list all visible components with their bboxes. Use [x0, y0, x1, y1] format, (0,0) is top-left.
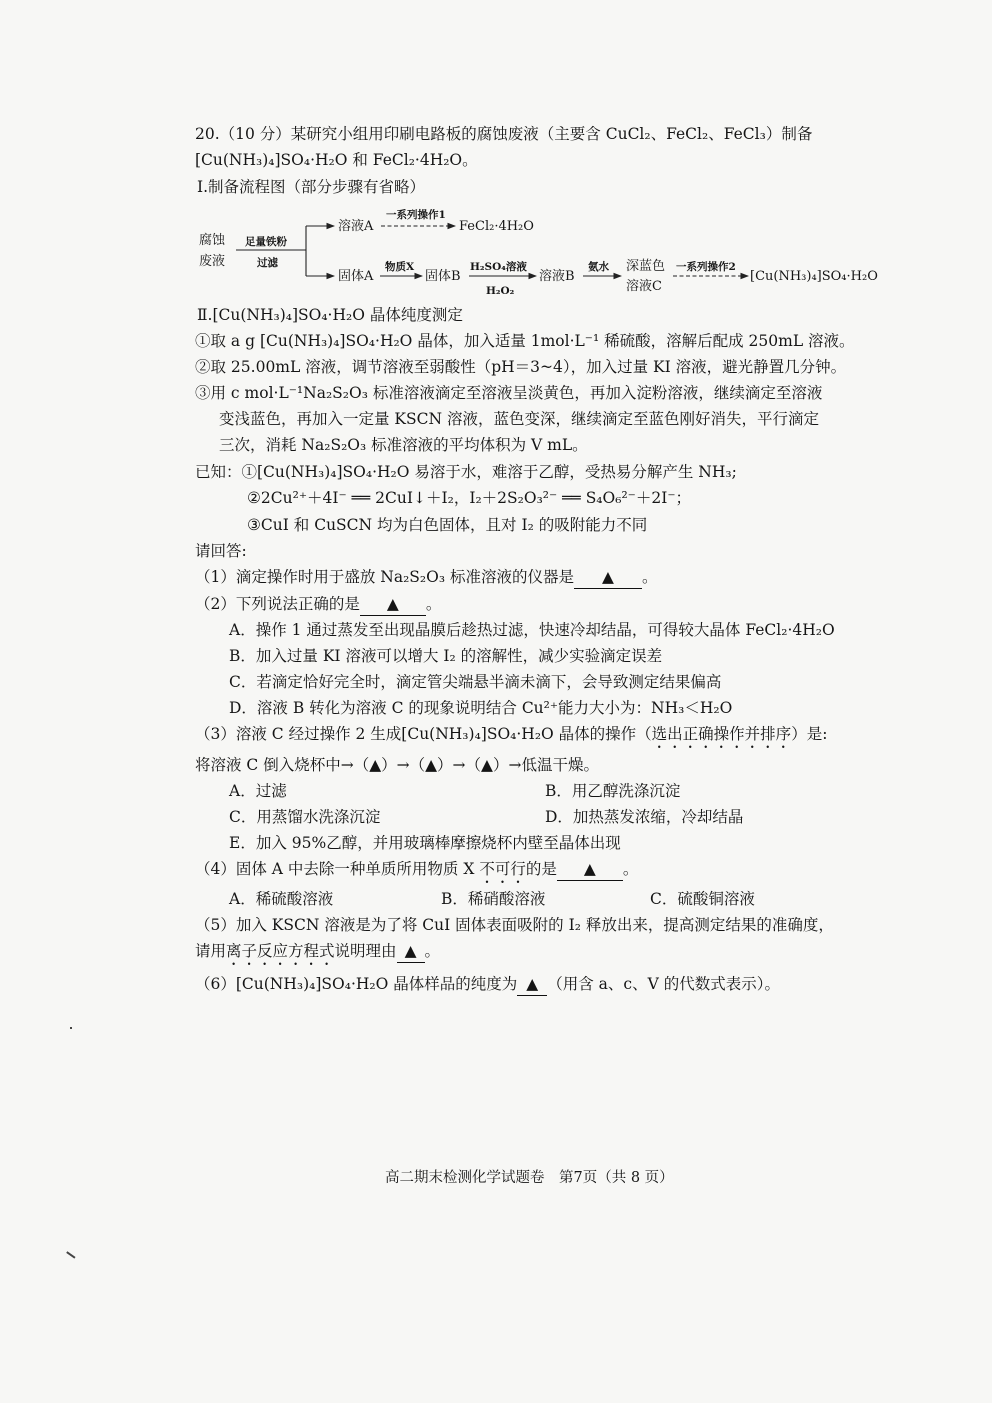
question-5: （5）加入 KSCN 溶液是为了将 CuI 固体表面吸附的 I₂ 释放出来，提高测定结果的准确度， [195, 916, 834, 934]
question-4-mid: 的是 [525, 860, 557, 878]
q3-option-a: A．过滤 [229, 782, 287, 800]
flow-acid-reagent: H₂SO₄溶液 [470, 261, 527, 273]
q3-option-b: B．用乙醇洗涤沉淀 [545, 782, 681, 800]
q2-option-c: C．若滴定恰好完全时，滴定管尖端悬半滴未滴下，会导致测定结果偏高 [229, 673, 722, 691]
part2-step2: ②取 25.00mL 溶液，调节溶液至弱酸性（pH＝3~4），加入过量 KI 溶液，避光静置几分钟。 [195, 358, 847, 376]
question-5-mid: 说明理由 [334, 942, 397, 960]
answer-blank-4[interactable]: ▲ [557, 858, 623, 881]
question-1-end: 。 [642, 568, 658, 586]
question-2 [195, 593, 441, 616]
flow-source-line1: 腐蚀 [199, 233, 226, 248]
flow-source-line2: 废液 [199, 254, 226, 269]
q2-option-d: D．溶液 B 转化为溶液 C 的现象说明结合 Cu²⁺能力大小为：NH₃＜H₂O [229, 699, 733, 717]
question-5-text: 请用 [195, 942, 227, 960]
scan-speck [70, 1027, 72, 1029]
question-3 [195, 723, 827, 752]
scan-mark [66, 1251, 75, 1258]
question-2-text: （2）下列说法正确的是 [195, 595, 360, 613]
question-4 [195, 858, 638, 887]
question-3-end: ）是: [791, 725, 828, 743]
question-6-end: （用含 a、c、V 的代数式表示）。 [547, 975, 780, 993]
question-1 [195, 566, 658, 589]
sequence-arrow-1: ）→（ [381, 756, 426, 774]
q3-option-e: E．加入 95%乙醇，并用玻璃棒摩擦烧杯内壁至晶体出现 [229, 834, 621, 852]
question-3-emphasis: 选出正确操作并排序 [651, 725, 792, 743]
question-heading: 20.（10 分）某研究小组用印刷电路板的腐蚀废液（主要含 CuCl₂、FeCl₂、FeCl₃）制备 [195, 125, 813, 143]
q4-option-c: C．硫酸铜溶液 [650, 890, 755, 908]
part2-step3-cont1: 变浅蓝色，再加入一定量 KSCN 溶液，蓝色变深，继续滴定至蓝色刚好消失，平行滴定 [219, 410, 819, 428]
q4-option-b: B．稀硝酸溶液 [441, 890, 546, 908]
answer-blank-2[interactable]: ▲ [360, 593, 426, 616]
answer-blank-1[interactable]: ▲ [574, 566, 642, 589]
answer-blank-3c[interactable]: ▲ [481, 756, 493, 774]
page-footer: 高二期末检测化学试题卷 第7页（共 8 页） [385, 1170, 674, 1186]
part2-step1: ①取 a g [Cu(NH₃)₄]SO₄·H₂O 晶体，加入适量 1mol·L⁻¹ 稀硫酸，溶解后配成 250mL 溶液。 [195, 332, 855, 350]
question-3-text: （3）溶液 C 经过操作 2 生成[Cu(NH₃)₄]SO₄·H₂O 晶体的操作（ [195, 725, 652, 743]
question-6-text: （6）[Cu(NH₃)₄]SO₄·H₂O 晶体样品的纯度为 [195, 975, 518, 993]
flow-solution-c-line1: 深蓝色 [626, 259, 666, 274]
answers-intro: 请回答: [195, 542, 247, 560]
flowchart [0, 0, 992, 310]
question-1-text: （1）滴定操作时用于盛放 Na₂S₂O₃ 标准溶液的仪器是 [195, 568, 574, 586]
flow-substance-x: 物质X [385, 261, 415, 273]
question-5-cont [195, 940, 440, 969]
answer-blank-6[interactable]: ▲ [517, 973, 547, 996]
sequence-end: ）→低温干燥。 [492, 756, 599, 774]
question-heading-cont: [Cu(NH₃)₄]SO₄·H₂O 和 FeCl₂·4H₂O。 [195, 151, 478, 169]
question-3-sequence [195, 754, 599, 776]
part2-step3-cont2: 三次，消耗 Na₂S₂O₃ 标准溶液的平均体积为 V mL。 [219, 436, 588, 454]
part2-step3: ③用 c mol·L⁻¹Na₂S₂O₃ 标准溶液滴定至溶液呈淡黄色，再加入淀粉溶液，继续滴定至溶液 [195, 384, 823, 402]
answer-blank-3a[interactable]: ▲ [369, 756, 382, 774]
flow-solid-a: 固体A [338, 269, 374, 284]
answer-blank-3b[interactable]: ▲ [425, 756, 438, 774]
flow-solution-b: 溶液B [539, 269, 575, 284]
part2-title: Ⅱ.[Cu(NH₃)₄]SO₄·H₂O 晶体纯度测定 [197, 306, 463, 324]
flow-op1-label: 一系列操作1 [386, 209, 446, 221]
flow-ammonia: 氨水 [588, 261, 609, 273]
question-2-end: 。 [425, 595, 442, 613]
q4-option-a: A．稀硫酸溶液 [229, 890, 334, 908]
question-4-end: 。 [622, 860, 639, 878]
question-5-end: 。 [424, 942, 441, 960]
flow-solid-b: 固体B [425, 269, 461, 284]
flow-op2-label: 一系列操作2 [676, 261, 736, 273]
flow-step1-reagent: 足量铁粉 [245, 236, 287, 248]
question-6 [195, 973, 780, 996]
flow-solution-c-line2: 溶液C [626, 279, 662, 294]
question-4-emphasis: 不可行 [479, 860, 526, 878]
flow-peroxide-reagent: H₂O₂ [486, 285, 515, 297]
sequence-start: 将溶液 C 倒入烧杯中→（ [195, 756, 370, 774]
q3-option-d: D．加热蒸发浓缩，冷却结晶 [545, 808, 744, 826]
sequence-arrow-2: ）→（ [437, 756, 482, 774]
known-2: ②2Cu²⁺＋4I⁻ ══ 2CuI↓＋I₂，I₂＋2S₂O₃²⁻ ══ S₄O₆²⁻＋2I⁻； [247, 489, 692, 507]
known-3: ③CuI 和 CuSCN 均为白色固体，且对 I₂ 的吸附能力不同 [247, 516, 648, 534]
flow-fecl2-product: FeCl₂·4H₂O [459, 219, 534, 234]
known-1: 已知：①[Cu(NH₃)₄]SO₄·H₂O 易溶于水，难溶于乙醇，受热易分解产生 NH₃; [195, 463, 737, 481]
q2-option-a: A．操作 1 通过蒸发至出现晶膜后趁热过滤，快速冷却结晶，可得较大晶体 FeCl₂·4H₂O [229, 621, 835, 639]
q3-option-c: C．用蒸馏水洗涤沉淀 [229, 808, 381, 826]
part1-title: Ⅰ.制备流程图（部分步骤有省略） [197, 178, 426, 196]
flow-step1-filter: 过滤 [257, 257, 278, 269]
flow-final-product: [Cu(NH₃)₄]SO₄·H₂O [750, 269, 878, 284]
q2-option-b: B．加入过量 KI 溶液可以增大 I₂ 的溶解性，减少实验滴定误差 [229, 647, 663, 665]
question-5-emphasis: 离子反应方程式 [226, 942, 335, 960]
question-4-text: （4）固体 A 中去除一种单质所用物质 X [195, 860, 480, 878]
answer-blank-5[interactable]: ▲ [397, 940, 425, 963]
flow-solution-a: 溶液A [338, 219, 374, 234]
